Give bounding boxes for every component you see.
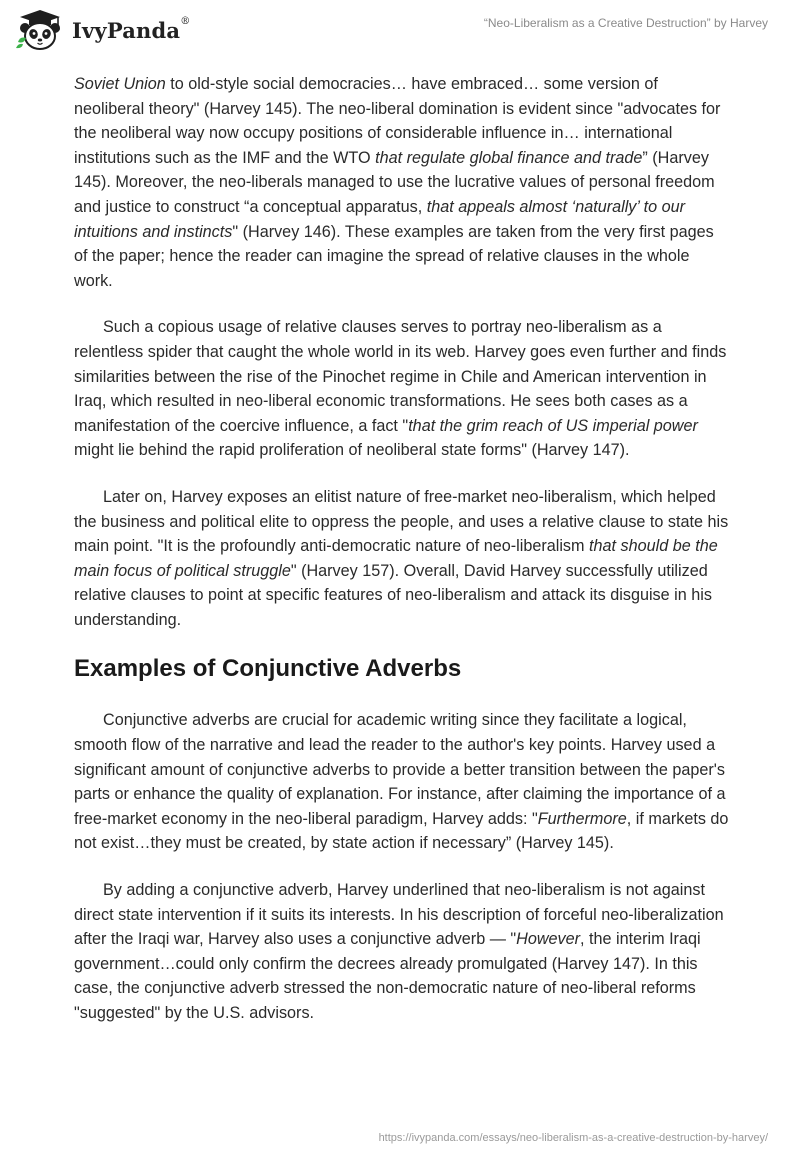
paragraph-elitist — [74, 485, 730, 633]
text-run: Such a copious usage of relative clauses serves to portray neo-liberalism as a relentless spider that caught the whole world in its web. Harvey goes even further and finds similarities between the rise of the Pinochet regime in Chile and American intervention in Iraq, which resulted in neo-liberal economic transformations. He sees both cases as a manifestation of the coercive influence, a fact " — [74, 318, 727, 435]
text-run: ” (Harvey 145). Moreover, the neo-liberals managed to use the lucrative values of personal freedom and justice to construct “a conceptual apparatus, — [74, 148, 715, 216]
section-heading: Examples of Conjunctive Adverbs — [74, 655, 462, 683]
document-title: “Neo-Liberalism as a Creative Destruction” by Harvey — [483, 16, 768, 30]
ivypanda-logo[interactable] — [14, 8, 190, 52]
text-run: Conjunctive adverbs are crucial for academic writing since they facilitate a logical, smooth flow of the narrative and lead the reader to the author's key points. Harvey used a significant amount of conjunctive adverbs to provide a better transition between the paper's parts or enhance the quality of explanation. For instance, after claiming the importance of a free-market economy in the neo-liberal paradigm, Harvey adds: " — [74, 711, 726, 828]
page-header — [0, 0, 800, 60]
essay-body — [74, 72, 730, 1048]
text-run: , the interim Iraqi government…could only confirm the decrees already promulgated (Harvey 147). In this case, the conjunctive adverb stressed the non-democratic nature of neo-liberal reforms "suggested" by the U.S. advisors. — [74, 930, 701, 1022]
quoted-italic-text: that the grim reach of US imperial power — [408, 416, 698, 435]
quoted-italic-text: that regulate global finance and trade — [375, 148, 643, 167]
quoted-italic-text: Furthermore — [537, 809, 627, 828]
text-run: " (Harvey 157). Overall, David Harvey successfully utilized relative clauses to point at specific features of neo-liberalism and attack its disguise in his understanding. — [74, 561, 712, 629]
paragraph-conjunctive-however — [74, 878, 730, 1026]
paragraph-spider — [74, 315, 730, 463]
paragraph-continued — [74, 72, 730, 293]
text-run: Later on, Harvey exposes an elitist nature of free-market neo-liberalism, which helped the business and political elite to oppress the people, and uses a relative clause to state his main point. "It is the profoundly anti-democratic nature of neo-liberalism — [74, 487, 729, 556]
text-run: , if markets do not exist…they must be created, by state action if necessary” (Harvey 145). — [74, 809, 729, 853]
quoted-italic-text: However — [516, 930, 580, 949]
quoted-italic-text: that should be the main focus of political struggle — [74, 537, 718, 580]
text-run: By adding a conjunctive adverb, Harvey underlined that neo-liberalism is not against direct state intervention if it suits its interests. In his description of forceful neo-liberalization after the Iraqi war, Harvey also uses a conjunctive adverb — " — [74, 881, 724, 949]
source-url[interactable]: https://ivypanda.com/essays/neo-liberalism-as-a-creative-destruction-by-harvey/ — [378, 1132, 768, 1144]
logo-wordmark: IvyPanda® — [72, 15, 191, 43]
text-run: might lie behind the rapid proliferation of neoliberal state forms" (Harvey 147). — [74, 441, 630, 460]
paragraph-conjunctive-intro — [74, 708, 730, 856]
quoted-italic-text: Soviet Union — [74, 75, 166, 93]
text-run: " (Harvey 146). These examples are taken from the very first pages of the paper; hence the reader can imagine the spread of relative clauses in the whole work. — [74, 222, 714, 290]
panda-graduate-icon — [14, 8, 66, 52]
quoted-italic-text: that appeals almost ‘naturally’ to our intuitions and instincts — [74, 197, 685, 241]
text-run: to old-style social democracies… have embraced… some version of neoliberal theory" (Harvey 145). The neo-liberal domination is evident since "advocates for the neoliberal way now occupy positions of considerable influence in… international institutions such as the IMF and the WTO — [74, 75, 721, 167]
